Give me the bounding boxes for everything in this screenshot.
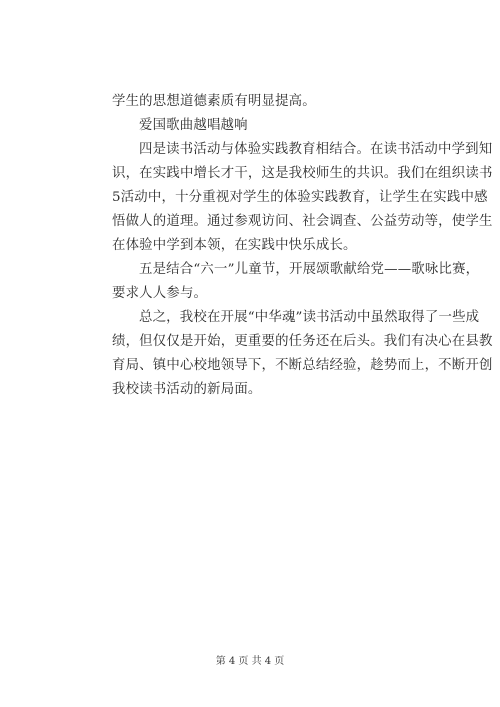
body-line: 识，在实践中增长才干，这是我校师生的共识。我们在组织读书 bbox=[112, 166, 493, 181]
section-heading: 爱国歌曲越唱越响 bbox=[139, 118, 248, 133]
body-line: 五是结合“六一”儿童节，开展颂歌献给党——歌咏比赛， bbox=[139, 262, 480, 277]
body-line: 在体验中学到本领，在实践中快乐成长。 bbox=[112, 238, 357, 253]
body-line: 育局、镇中心校地领导下，不断总结经验，趁势而上，不断开创 bbox=[112, 358, 493, 373]
body-line: 我校读书活动的新局面。 bbox=[112, 382, 262, 397]
body-line: 总之，我校在开展“中华魂”读书活动中虽然取得了一些成 bbox=[139, 310, 480, 325]
body-line: 学生的思想道德素质有明显提高。 bbox=[112, 94, 316, 109]
page-number-footer: 第 4 页 共 4 页 bbox=[215, 656, 285, 667]
body-line: 绩，但仅仅是开始，更重要的任务还在后头。我们有决心在县教 bbox=[112, 334, 493, 349]
body-line: 5活动中，十分重视对学生的体验实践教育，让学生在实践中感 bbox=[112, 190, 488, 205]
body-line: 要求人人参与。 bbox=[112, 286, 208, 301]
body-line: 悟做人的道理。通过参观访问、社会调查、公益劳动等，使学生 bbox=[112, 214, 493, 229]
body-line: 四是读书活动与体验实践教育相结合。在读书活动中学到知 bbox=[139, 142, 493, 157]
document-body bbox=[112, 90, 493, 402]
